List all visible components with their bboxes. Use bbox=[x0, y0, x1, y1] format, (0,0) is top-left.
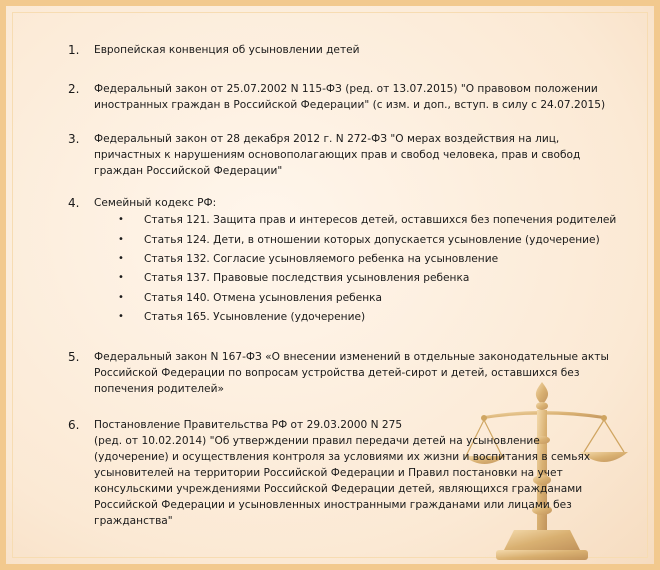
item-text-line: Постановление Правительства РФ от 29.03.2000 N 275 bbox=[94, 419, 403, 431]
item-text-line: Федеральный закон от 25.07.2002 N 115-ФЗ (ред. от 13.07.2015) "О правовом положении bbox=[94, 83, 598, 95]
item-text-line: Федеральный закон N 167-ФЗ «О внесении изменений в отдельные законодательные акты bbox=[94, 351, 609, 363]
item-number: 1. bbox=[68, 43, 80, 57]
article-text: Статья 165. Усыновление (удочерение) bbox=[144, 311, 366, 323]
item-text-line: граждан Российской Федерации" bbox=[94, 165, 283, 177]
item-number: 4. bbox=[68, 196, 80, 210]
item-text-line: Российской Федерации по вопросам устройства детей-сирот и детей, оставшихся без bbox=[94, 367, 580, 379]
item-number: 6. bbox=[68, 418, 80, 432]
item-text-line: Европейская конвенция об усыновлении детей bbox=[94, 44, 360, 56]
item-text-line: попечения родителей» bbox=[94, 383, 224, 395]
item-text-line: Семейный кодекс РФ: bbox=[94, 197, 217, 209]
article-text: Статья 132. Согласие усыновляемого ребенка на усыновление bbox=[144, 253, 499, 265]
bullet-icon: • bbox=[118, 214, 124, 225]
item-text-line: причастных к нарушениям основополагающих прав и свобод человека, прав и свобод bbox=[94, 149, 581, 161]
article-text: Статья 121. Защита прав и интересов детей, оставшихся без попечения родителей bbox=[144, 214, 617, 226]
item-text-line: (ред. от 10.02.2014) "Об утверждении правил передачи детей на усыновление bbox=[94, 435, 540, 447]
article-text: Статья 137. Правовые последствия усыновления ребенка bbox=[144, 272, 470, 284]
bullet-icon: • bbox=[118, 292, 124, 303]
item-text-line: (удочерение) и осуществления контроля за условиями их жизни и воспитания в семьях bbox=[94, 451, 591, 463]
item-text-line: Российской Федерации и усыновленных иностранными гражданами или лицами без bbox=[94, 499, 572, 511]
article-text: Статья 124. Дети, в отношении которых допускается усыновление (удочерение) bbox=[144, 234, 600, 246]
article-text: Статья 140. Отмена усыновления ребенка bbox=[144, 292, 383, 304]
bullet-icon: • bbox=[118, 272, 124, 283]
item-text-line: гражданства" bbox=[94, 515, 173, 527]
item-number: 2. bbox=[68, 82, 80, 96]
item-text-line: иностранных граждан в Российской Федерации" (с изм. и доп., вступ. в силу с 24.07.2015) bbox=[94, 99, 606, 111]
bullet-icon: • bbox=[118, 234, 124, 245]
item-number: 3. bbox=[68, 132, 80, 146]
item-text-line: консульскими учреждениями Российской Федерации детей, являющихся гражданами bbox=[94, 483, 583, 495]
item-text-line: Федеральный закон от 28 декабря 2012 г. N 272-ФЗ "О мерах воздействия на лиц, bbox=[94, 133, 560, 145]
item-text-line: усыновителей на территории Российской Федерации и Правил постановки на учет bbox=[94, 467, 563, 479]
item-number: 5. bbox=[68, 350, 80, 364]
bullet-icon: • bbox=[118, 311, 124, 322]
bullet-icon: • bbox=[118, 253, 124, 264]
